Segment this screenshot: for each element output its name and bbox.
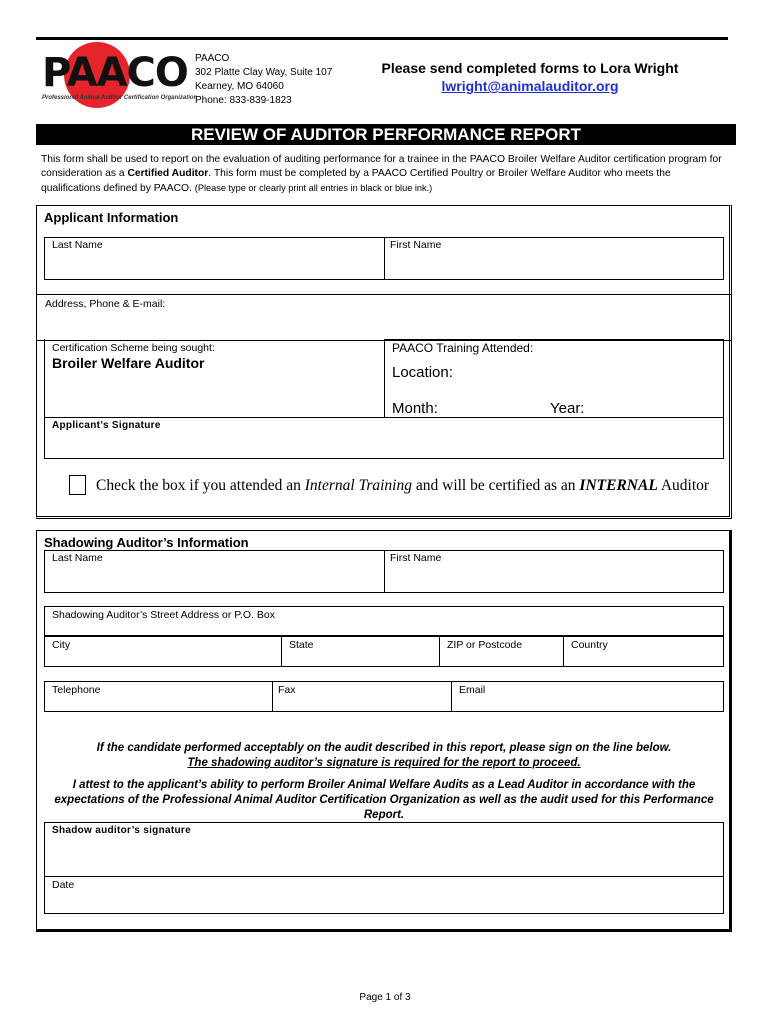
org-address [195, 52, 332, 108]
training-year[interactable]: Year: [550, 400, 585, 417]
applicant-last-name-label: Last Name [52, 239, 103, 251]
scheme-label: Certification Scheme being sought: [52, 342, 215, 354]
shadow-zip-label: ZIP or Postcode [447, 639, 523, 651]
shadow-signature-label: Shadow auditor’s signature [52, 825, 191, 836]
scheme-value: Broiler Welfare Auditor [52, 355, 205, 371]
check-strong: INTERNAL [579, 477, 658, 494]
check-mid: and will be certified as an [412, 477, 580, 494]
email-link[interactable]: lwright@animalauditor.org [441, 78, 619, 94]
header-rule [36, 37, 728, 40]
shadow-fax-field[interactable] [272, 681, 452, 712]
logo-tagline: Professional Animal Auditor Certification Organization [42, 95, 198, 101]
page-title: REVIEW OF AUDITOR PERFORMANCE REPORT [36, 124, 736, 145]
shadow-section-title: Shadowing Auditor’s Information [44, 535, 249, 550]
send-to-notice [340, 59, 720, 95]
intro-ink-note: (Please type or clearly print all entries in black or blue ink.) [194, 183, 433, 193]
training-label: PAACO Training Attended: [392, 341, 534, 355]
signature-required-note: The shadowing auditor’s signature is required for the report to proceed. [187, 757, 581, 769]
org-name: PAACO [195, 53, 230, 64]
org-street: 302 Platte Clay Way, Suite 107 [195, 67, 333, 78]
logo-wordmark: PAACO [42, 50, 188, 96]
check-pre: Check the box if you attended an [96, 477, 305, 494]
internal-training-text [96, 477, 709, 495]
shadow-country-label: Country [571, 639, 608, 651]
org-phone: Phone: 833-839-1823 [195, 95, 292, 106]
sign-instruction: If the candidate performed acceptably on the audit described in this report, please sign on the line below. [96, 742, 672, 754]
intro-bold: Certified Auditor [127, 168, 209, 179]
applicant-signature-label: Applicant’s Signature [52, 420, 161, 431]
org-city: Kearney, MO 64060 [195, 81, 284, 92]
shadow-first-name-label: First Name [390, 552, 442, 564]
shadow-state-label: State [289, 639, 314, 651]
shadow-telephone-label: Telephone [52, 684, 101, 696]
intro-text [41, 153, 731, 196]
page-number: Page 1 of 3 [359, 992, 411, 1003]
intro-part2: . This form must be completed by a PAACO Certified Poultry or Broiler Welfare Auditor who meets the qualifications defined by PAACO. [41, 168, 671, 194]
shadow-fax-label: Fax [278, 684, 296, 696]
shadow-date-field[interactable] [44, 876, 724, 914]
applicant-address-label: Address, Phone & E-mail: [45, 298, 166, 310]
applicant-first-name-label: First Name [390, 239, 442, 251]
shadow-city-label: City [52, 639, 71, 651]
check-em: Internal Training [304, 477, 412, 494]
attestation-text: I attest to the applicant’s ability to perform Broiler Animal Welfare Audits as a Lead Auditor in accordance with the expectations of the Professional Animal Auditor Certification Organization as well as the audit used for this Performance Report. [54, 779, 714, 821]
shadow-last-name-label: Last Name [52, 552, 103, 564]
shadow-date-label: Date [52, 879, 75, 891]
send-to-text: Please send completed forms to Lora Wright [381, 60, 679, 76]
paaco-logo [40, 42, 198, 110]
training-location[interactable]: Location: [392, 364, 453, 381]
training-month[interactable]: Month: [392, 400, 438, 417]
shadow-street-label: Shadowing Auditor’s Street Address or P.O. Box [52, 609, 275, 621]
shadow-email-field[interactable] [451, 681, 724, 712]
check-post: Auditor [657, 477, 710, 494]
applicant-section-title: Applicant Information [44, 210, 179, 225]
shadow-email-label: Email [459, 684, 486, 696]
intro-part1: This form shall be used to report on the evaluation of auditing performance for a trainee in the PAACO Broiler Welfare Auditor certification program for consideration as a [41, 154, 722, 179]
shadow-city-field[interactable] [44, 636, 282, 667]
internal-training-checkbox[interactable] [69, 475, 86, 495]
